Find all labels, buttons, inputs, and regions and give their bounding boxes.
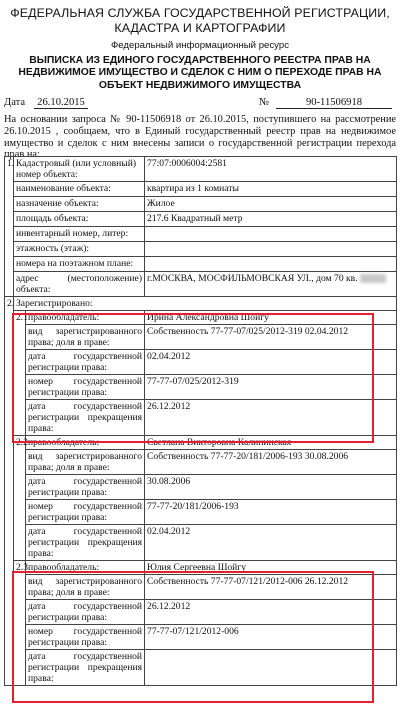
cadastral-value: 77:07:0006004:2581 <box>145 157 397 182</box>
inventory-label: инвентарный номер, литер: <box>14 227 145 242</box>
reg-date-value: 26.12.2012 <box>145 600 397 625</box>
table-row <box>5 475 397 500</box>
table-row <box>5 182 397 197</box>
reg-number-label: номер государственной регистрации права: <box>26 625 145 650</box>
reg-number-value: 77-77-07/121/2012-006 <box>145 625 397 650</box>
end-date-value <box>145 650 397 686</box>
table-row <box>5 311 397 325</box>
table-row <box>5 500 397 525</box>
reg-number-label: номер государственной регистрации права: <box>26 500 145 525</box>
table-row <box>5 650 397 686</box>
purpose-label: назначение объекта: <box>14 197 145 212</box>
end-date-value: 26.12.2012 <box>145 400 397 436</box>
table-row <box>5 272 397 297</box>
end-date-label: дата государственной регистрации прекращения права: <box>26 650 145 686</box>
inventory-value <box>145 227 397 242</box>
table-row <box>5 575 397 600</box>
right-type-value: Собственность 77-77-07/121/2012-006 26.12.2012 <box>145 575 397 600</box>
end-date-value: 02.04.2012 <box>145 525 397 561</box>
table-row <box>5 297 397 311</box>
cadastral-label: Кадастровый (или условный) номер объекта: <box>14 157 145 182</box>
object-name-label: наименование объекта: <box>14 182 145 197</box>
date-value: 26.10.2015 <box>34 97 88 109</box>
intro-line: На основании запроса № 90-11506918 от 26.10.2015, поступившего на рассмотрение <box>4 114 396 125</box>
right-type-label: вид зарегистрированного права; доля в праве: <box>26 575 145 600</box>
table-row <box>5 242 397 257</box>
right-type-value: Собственность 77-77-07/025/2012-319 02.04.2012 <box>145 325 397 350</box>
object-name-value: квартира из 1 комнаты <box>145 182 397 197</box>
request-number: 90-11506918 <box>276 97 392 109</box>
area-value: 217.6 Квадратный метр <box>145 212 397 227</box>
reg-number-value: 77-77-07/025/2012-319 <box>145 375 397 400</box>
section-number: 2. <box>5 297 14 686</box>
holder-label: правообладатель: <box>26 311 145 325</box>
address-value: г.МОСКВА, МОСФИЛЬМОВСКАЯ УЛ., дом 70 кв. <box>145 272 397 297</box>
right-type-label: вид зарегистрированного права; доля в праве: <box>26 450 145 475</box>
reg-date-label: дата государственной регистрации права: <box>26 475 145 500</box>
date-label: Дата <box>4 97 26 108</box>
holder-value: Светлана Викторовна Калининская <box>145 436 397 450</box>
end-date-label: дата государственной регистрации прекращения права: <box>26 525 145 561</box>
table-row <box>5 157 397 182</box>
entry-number: 2.2 <box>14 436 26 561</box>
document-title: ВЫПИСКА ИЗ ЕДИНОГО ГОСУДАРСТВЕННОГО РЕЕСТРА ПРАВ НА НЕДВИЖИМОЕ ИМУЩЕСТВО И СДЕЛОК С НИМ О ПЕРЕХОДЕ ПРАВ НА ОБЪЕКТ НЕДВИЖИМОГО ИМУЩЕСТВА <box>18 55 382 91</box>
table-row <box>5 325 397 350</box>
holder-label: правообладатель: <box>26 436 145 450</box>
entry-number: 2.1 <box>14 311 26 436</box>
table-row <box>5 625 397 650</box>
floors-label: этажность (этаж): <box>14 242 145 257</box>
reg-number-label: номер государственной регистрации права: <box>26 375 145 400</box>
right-type-label: вид зарегистрированного права; доля в праве: <box>26 325 145 350</box>
holder-label: правообладатель: <box>26 561 145 575</box>
intro-line: имущество и сделок с ним внесены записи о государственной регистрации перехода прав на: <box>4 137 396 161</box>
holder-value: Юлия Сергеевна Шойгу <box>145 561 397 575</box>
resource-label: Федеральный информационный ресурс <box>111 40 289 51</box>
number-sign: № <box>259 97 270 108</box>
table-row <box>5 350 397 375</box>
floor-plan-value <box>145 257 397 272</box>
area-label: площадь объекта: <box>14 212 145 227</box>
table-row <box>5 212 397 227</box>
reg-date-value: 30.08.2006 <box>145 475 397 500</box>
table-row <box>5 400 397 436</box>
date-number-row <box>4 97 396 111</box>
table-row <box>5 600 397 625</box>
entry-number: 2.3 <box>14 561 26 686</box>
address-label: адрес (местоположение) объекта: <box>14 272 145 297</box>
table-row <box>5 197 397 212</box>
purpose-value: Жилое <box>145 197 397 212</box>
table-row <box>5 450 397 475</box>
intro-line: 26.10.2015 , сообщаем, что в Единый государственный реестр прав на недвижимое <box>4 125 396 137</box>
registered-label: Зарегистрировано: <box>14 297 397 311</box>
reg-date-value: 02.04.2012 <box>145 350 397 375</box>
intro-paragraph <box>4 114 396 161</box>
floors-value <box>145 242 397 257</box>
reg-number-value: 77-77-20/181/2006-193 <box>145 500 397 525</box>
floor-plan-label: номера на поэтажном плане: <box>14 257 145 272</box>
table-row <box>5 257 397 272</box>
table-row <box>5 375 397 400</box>
table-row <box>5 561 397 575</box>
holder-value: Ирина Александровна Шойгу <box>145 311 397 325</box>
agency-name: ФЕДЕРАЛЬНАЯ СЛУЖБА ГОСУДАРСТВЕННОЙ РЕГИСТРАЦИИ, КАДАСТРА И КАРТОГРАФИИ <box>10 6 390 35</box>
section-number: 1. <box>5 157 14 297</box>
extract-table <box>4 156 397 686</box>
redacted-apartment-number <box>360 274 386 283</box>
end-date-label: дата государственной регистрации прекращения права: <box>26 400 145 436</box>
table-row <box>5 436 397 450</box>
table-row <box>5 525 397 561</box>
reg-date-label: дата государственной регистрации права: <box>26 350 145 375</box>
right-type-value: Собственность 77-77-20/181/2006-193 30.08.2006 <box>145 450 397 475</box>
table-row <box>5 227 397 242</box>
reg-date-label: дата государственной регистрации права: <box>26 600 145 625</box>
